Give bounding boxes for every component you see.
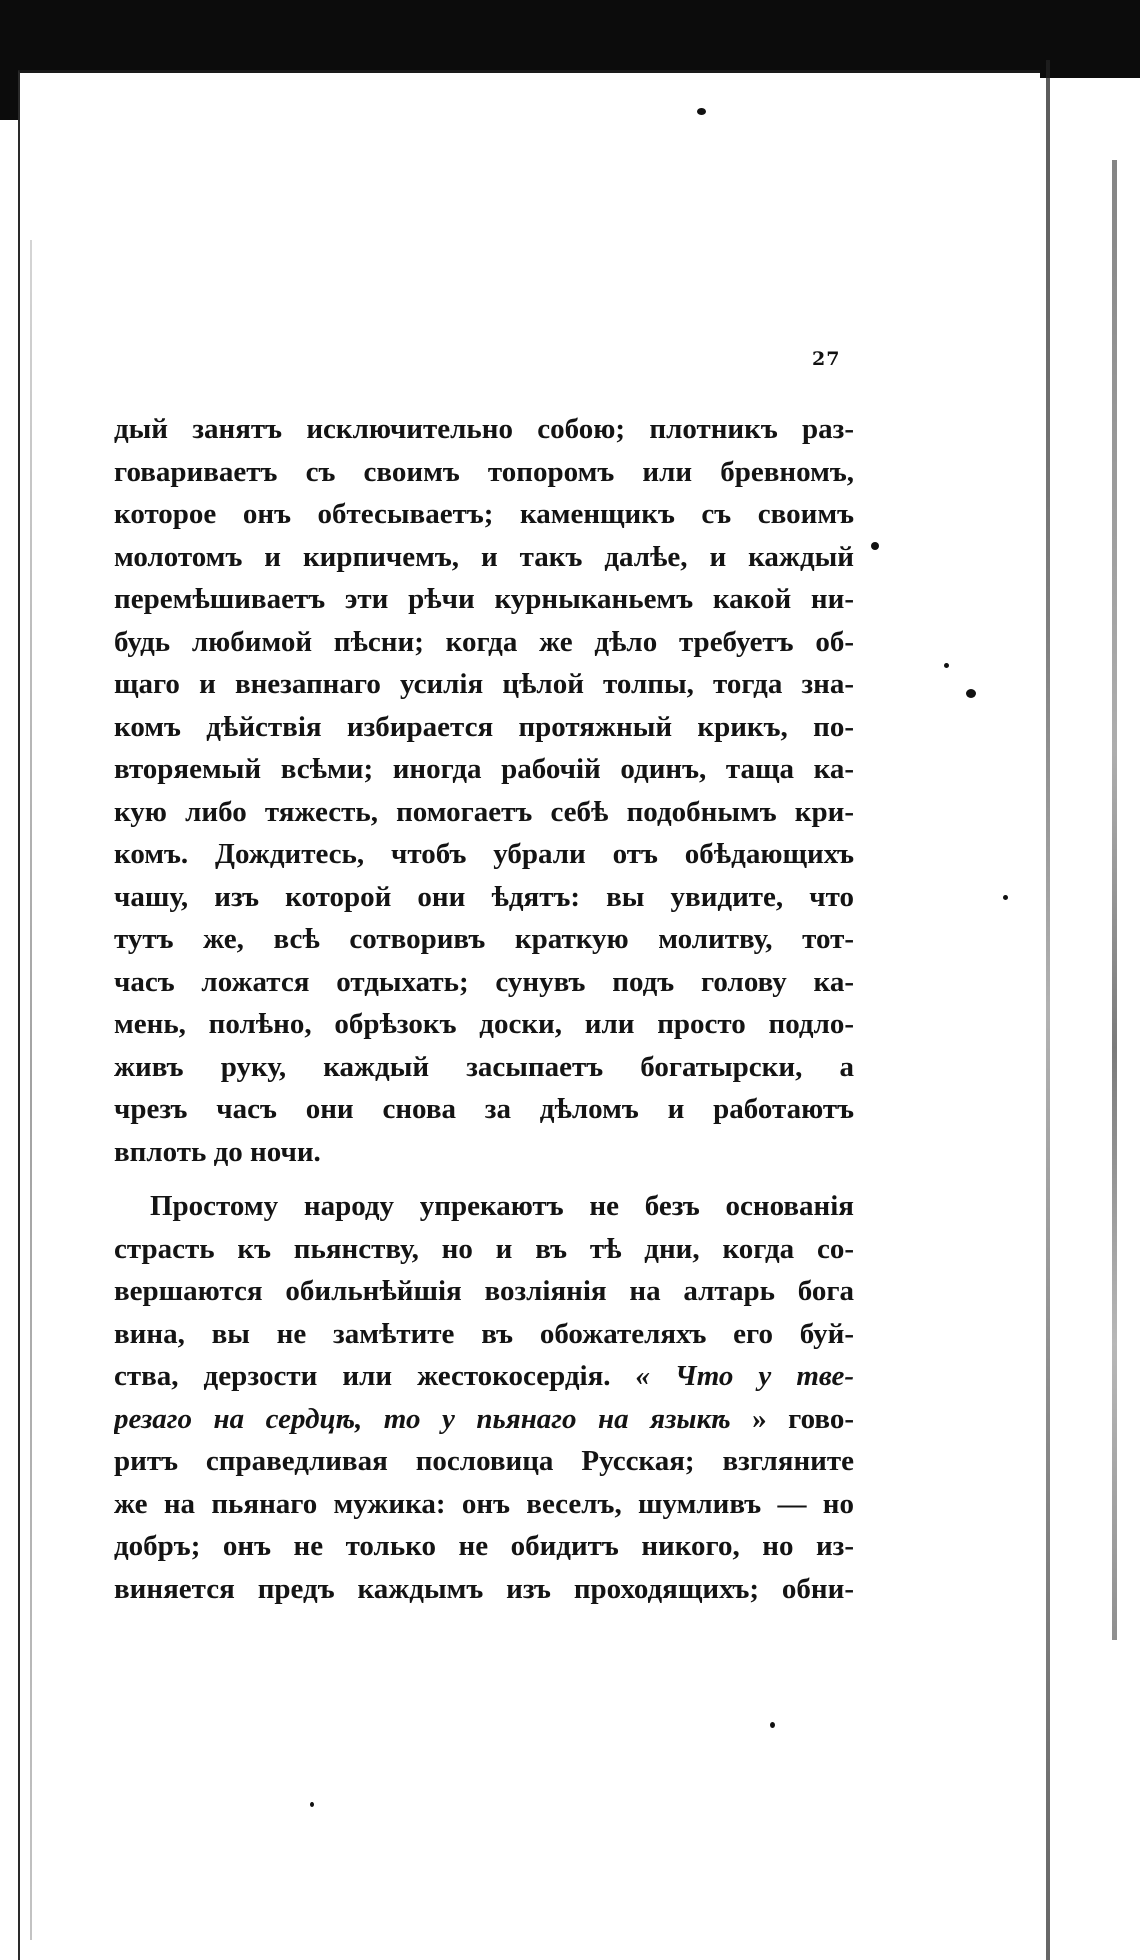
paragraph: [114, 408, 854, 1173]
text-line: мень, полѣно, обрѣзокъ доски, или просто подло-: [114, 1008, 854, 1040]
text-line: вторяемый всѣми; иногда рабочій одинъ, таща ка-: [114, 753, 854, 785]
page-number: 27: [812, 348, 841, 370]
page-left-edge-shadow: [30, 240, 32, 1940]
text-line: вершаются обильнѣйшія возліянія на алтарь бога: [114, 1275, 854, 1307]
text-line: которое онъ обтесываетъ; каменщикъ съ своимъ: [114, 498, 854, 530]
text-line: страсть къ пьянству, но и въ тѣ дни, когда со-: [114, 1232, 854, 1265]
text-line: ритъ справедливая пословица Русская; взгляните: [114, 1445, 854, 1477]
ink-speck: [966, 689, 976, 698]
page-right-edge-shadow: [1046, 60, 1050, 1960]
paragraph-gap: [114, 1173, 854, 1185]
text-line: молотомъ и кирпичемъ, и такъ далѣе, и каждый: [114, 540, 854, 573]
text-line: виняется предъ каждымъ изъ проходящихъ; обни-: [114, 1572, 854, 1605]
text-line: [114, 1355, 854, 1398]
text-line: говариваетъ съ своимъ топоромъ или бревномъ,: [114, 455, 854, 488]
text-line: часъ ложатся отдыхать; сунувъ подъ голову ка-: [114, 965, 854, 998]
text-line: тутъ же, всѣ сотворивъ краткую молитву, тот-: [114, 923, 854, 955]
text-line: щаго и внезапнаго усилія цѣлой толпы, тогда зна-: [114, 668, 854, 700]
text-run: » гово-: [752, 1402, 854, 1435]
text-line: дый занятъ исключительно собою; плотникъ раз-: [114, 413, 854, 445]
ink-speck: [697, 108, 706, 115]
text-line: же на пьянаго мужика: онъ веселъ, шумливъ — но: [114, 1487, 854, 1520]
text-line: комъ. Дождитесь, чтобъ убрали отъ обѣдающихъ: [114, 838, 854, 870]
quotation-italic: резаго на сердцѣ, то у пьянаго на языкѣ: [114, 1402, 731, 1435]
text-line: комъ дѣйствія избирается протяжный крикъ, по-: [114, 710, 854, 743]
text-line: живъ руку, каждый засыпаетъ богатырски, а: [114, 1050, 854, 1083]
ink-speck: [310, 1802, 314, 1807]
ink-speck: [770, 1722, 775, 1728]
text-line: чашу, изъ которой они ѣдятъ: вы увидите, что: [114, 880, 854, 913]
paragraph: [114, 1185, 854, 1610]
text-line: вплоть до ночи.: [114, 1135, 321, 1168]
ink-speck: [1003, 895, 1008, 900]
text-line: Простому народу упрекаютъ не безъ основанія: [150, 1190, 854, 1222]
text-run: ства, дерзости или жестокосердія.: [114, 1360, 611, 1392]
text-line: будь любимой пѣсни; когда же дѣло требуетъ об-: [114, 625, 854, 658]
body-text: [114, 408, 854, 1610]
quotation-italic: « Что у тве-: [635, 1360, 854, 1392]
text-line: вина, вы не замѣтите въ обожателяхъ его буй-: [114, 1317, 854, 1350]
text-line: кую либо тяжесть, помогаетъ себѣ подобнымъ кри-: [114, 795, 854, 828]
text-line: чрезъ часъ они снова за дѣломъ и работаютъ: [114, 1093, 854, 1125]
next-page-edge-shadow: [1112, 160, 1117, 1640]
text-line: перемѣшиваетъ эти рѣчи курныканьемъ какой ни-: [114, 583, 854, 615]
ink-speck: [871, 542, 879, 550]
text-line: добръ; онъ не только не обидитъ никого, но из-: [114, 1530, 854, 1562]
text-line: [114, 1398, 854, 1441]
ink-speck: [944, 663, 949, 668]
